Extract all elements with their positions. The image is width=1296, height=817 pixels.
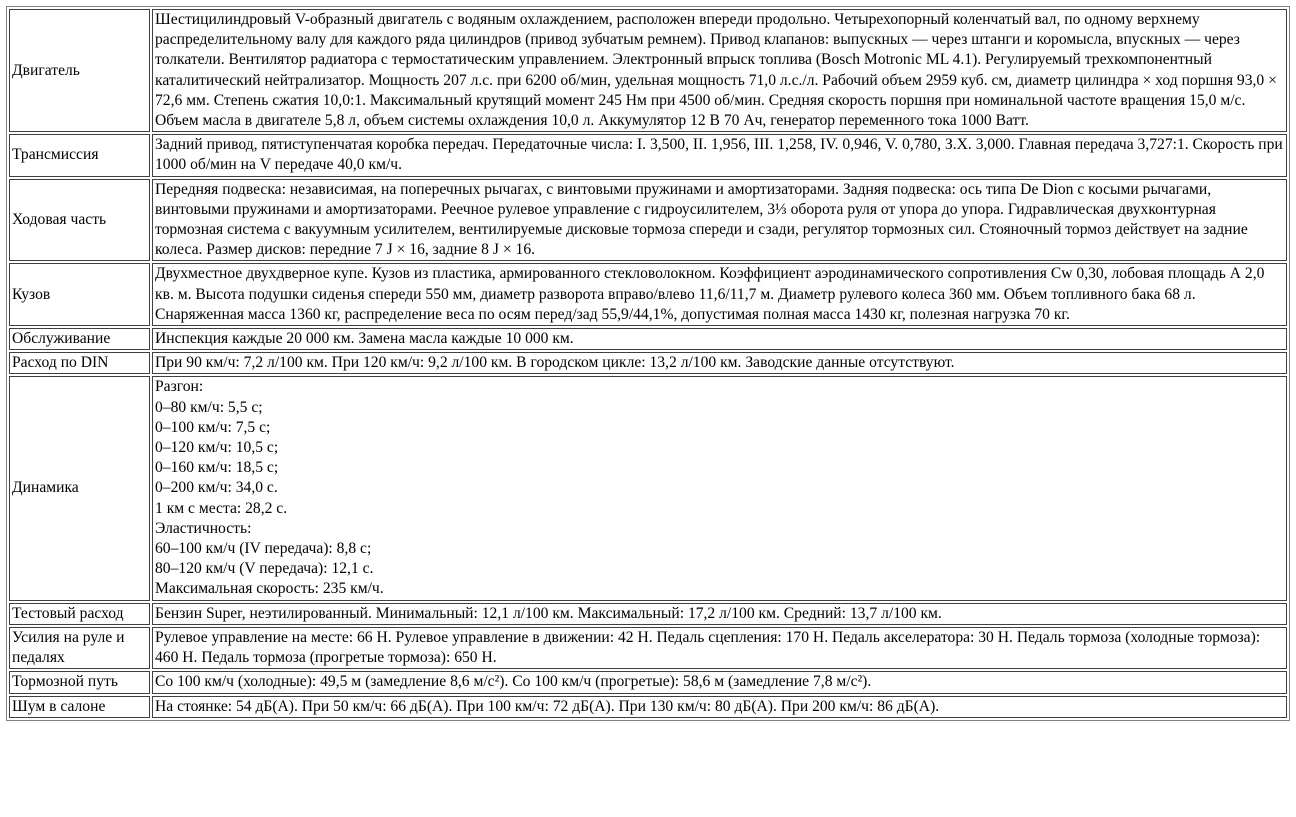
spec-table-body <box>9 9 1287 718</box>
row-label: Обслуживание <box>9 328 150 350</box>
table-row <box>9 263 1287 326</box>
table-row <box>9 352 1287 374</box>
table-row <box>9 627 1287 669</box>
row-value <box>152 9 1287 132</box>
value-line: 0–120 км/ч: 10,5 с; <box>155 439 279 457</box>
row-label: Усилия на руле и педалях <box>9 627 150 669</box>
table-row <box>9 376 1287 600</box>
value-line: 0–200 км/ч: 34,0 с. <box>155 479 278 497</box>
table-row <box>9 179 1287 262</box>
table-row <box>9 9 1287 132</box>
value-line: Разгон: <box>155 378 204 396</box>
spec-table <box>6 6 1290 721</box>
row-label: Трансмиссия <box>9 134 150 176</box>
table-row <box>9 603 1287 625</box>
row-label: Тормозной путь <box>9 671 150 693</box>
row-label: Расход по DIN <box>9 352 150 374</box>
value-line: Рулевое управление на месте: 66 Н. Рулевое управление в движении: 42 Н. Педаль сцепления: 170 Н. Педаль акселератора: 30 Н. Педаль тормоза (холодные тормоза): 460 Н. Педаль тормоза (прогретые тормоза): 650 Н. <box>155 628 1261 667</box>
row-value <box>152 134 1287 176</box>
row-value <box>152 603 1287 625</box>
value-line: Передняя подвеска: независимая, на поперечных рычагах, с винтовыми пружинами и амортизаторами. Задняя подвеска: ось типа De Dion с косыми рычагами, винтовыми пружинами и амортизаторами. Реечное рулевое управление с гидроусилителем, 3⅓ оборота руля от упора до упора. Гидравлическая двухконтурная тормозная система с вакуумным усилителем, вентилируемые дисковые тормоза спереди и сзади, регулятор тормозных сил. Стояночный тормоз действует на задние колеса. Размер дисков: передние 7 J × 16, задние 8 J × 16. <box>155 180 1248 259</box>
value-line: 80–120 км/ч (V передача): 12,1 с. <box>155 560 374 578</box>
value-line: Задний привод, пятиступенчатая коробка передач. Передаточные числа: I. 3,500, II. 1,956, III. 1,258, IV. 0,946, V. 0,780, З.Х. 3,000. Главная передача 3,727:1. Скорость при 1000 об/мин на V передаче 40,0 км/ч. <box>155 136 1283 174</box>
row-value <box>152 696 1287 718</box>
row-value <box>152 328 1287 350</box>
row-label: Шум в салоне <box>9 696 150 718</box>
value-line: Максимальная скорость: 235 км/ч. <box>155 580 384 598</box>
value-line: Эластичность: <box>155 519 252 537</box>
table-row <box>9 671 1287 693</box>
row-value <box>152 352 1287 374</box>
table-row <box>9 328 1287 350</box>
value-line: Шестицилиндровый V-образный двигатель с водяным охлаждением, расположен впереди продольно. Четырехопорный коленчатый вал, по одному верхнему распределительному валу для каждого ряда цилиндров (привод зубчатым ремнем). Привод клапанов: выпускных — через штанги и коромысла, впускных — через толкатели. Вентилятор радиатора с термостатическим управлением. Электронный впрыск топлива (Bosch Motronic ML 4.1). Регулируемый трехкомпонентный каталитический нейтрализатор. Мощность 207 л.с. при 6200 об/мин, удельная мощность 71,0 л.с./л. Рабочий объем 2959 куб. см, диаметр цилиндра × ход поршня 93,0 × 72,6 мм. Степень сжатия 10,0:1. Максимальный крутящий момент 245 Нм при 4500 об/мин. Средняя скорость поршня при номинальной частоте вращения 15,0 м/с. Объем масла в двигателе 5,8 л, объем системы охлаждения 10,0 л. Аккумулятор 12 В 70 Ач, генератор переменного тока 1000 Ватт. <box>155 11 1277 130</box>
row-label: Тестовый расход <box>9 603 150 625</box>
row-value <box>152 627 1287 669</box>
value-line: Инспекция каждые 20 000 км. Замена масла каждые 10 000 км. <box>155 330 574 348</box>
row-value <box>152 263 1287 326</box>
row-value <box>152 179 1287 262</box>
value-line: На стоянке: 54 дБ(А). При 50 км/ч: 66 дБ(А). При 100 км/ч: 72 дБ(А). При 130 км/ч: 80 дБ(А). При 200 км/ч: 86 дБ(А). <box>155 697 940 715</box>
row-label: Двигатель <box>9 9 150 132</box>
table-row <box>9 696 1287 718</box>
table-row <box>9 134 1287 176</box>
value-line: Со 100 км/ч (холодные): 49,5 м (замедление 8,6 м/с²). Со 100 км/ч (прогретые): 58,6 м (замедление 7,8 м/с²). <box>155 673 872 691</box>
value-line: 0–100 км/ч: 7,5 с; <box>155 418 271 436</box>
row-label: Кузов <box>9 263 150 326</box>
value-line: При 90 км/ч: 7,2 л/100 км. При 120 км/ч: 9,2 л/100 км. В городском цикле: 13,2 л/100 км. Заводские данные отсутствуют. <box>155 354 955 372</box>
row-label: Динамика <box>9 376 150 600</box>
value-line: 0–80 км/ч: 5,5 с; <box>155 398 263 416</box>
value-line: 60–100 км/ч (IV передача): 8,8 с; <box>155 540 372 558</box>
row-value <box>152 671 1287 693</box>
value-line: Бензин Super, неэтилированный. Минимальный: 12,1 л/100 км. Максимальный: 17,2 л/100 км. Средний: 13,7 л/100 км. <box>155 604 942 622</box>
row-label: Ходовая часть <box>9 179 150 262</box>
row-value <box>152 376 1287 600</box>
value-line: Двухместное двухдверное купе. Кузов из пластика, армированного стекловолокном. Коэффициент аэродинамического сопротивления Cw 0,30, лобовая площадь А 2,0 кв. м. Высота подушки сиденья спереди 550 мм, диаметр разворота вправо/влево 11,6/11,7 м. Диаметр рулевого колеса 360 мм. Объем топливного бака 68 л. Снаряженная масса 1360 кг, распределение веса по осям перед/зад 55,9/44,1%, допустимая полная масса 1430 кг, полезная нагрузка 70 кг. <box>155 265 1265 323</box>
value-line: 0–160 км/ч: 18,5 с; <box>155 459 279 477</box>
value-line: 1 км с места: 28,2 с. <box>155 499 288 517</box>
